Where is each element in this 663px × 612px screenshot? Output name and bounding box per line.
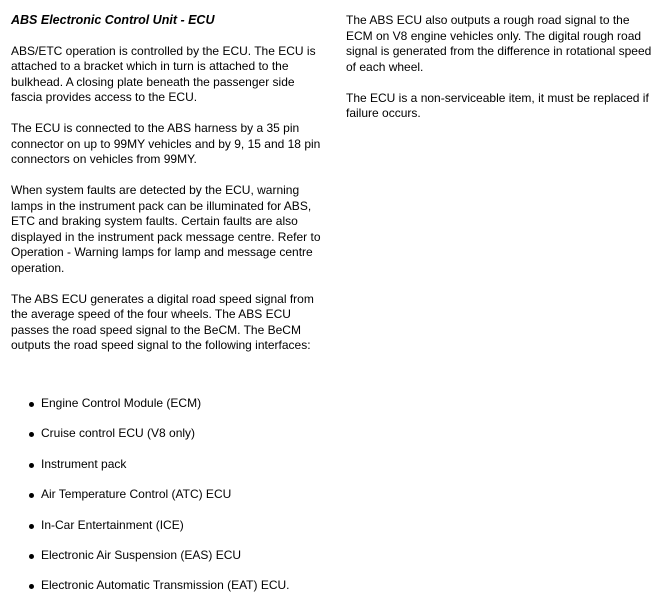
left-column	[11, 13, 329, 369]
bullet-icon	[29, 402, 34, 407]
list-item-label: Cruise control ECU (V8 only)	[41, 426, 196, 441]
list-item	[11, 487, 341, 517]
paragraph-faults: When system faults are detected by the ECU, warning lamps in the instrument pack can be illuminated for ABS, ETC and braking system faults. Certain faults are also displayed in the instrument pack message centre. Refer to Operation - Warning lamps for lamp and message centre operation.	[11, 183, 321, 275]
paragraph-connection: The ECU is connected to the ABS harness by a 35 pin connector on up to 99MY vehicles and by 9, 15 and 18 pin connectors on vehicles from 99MY.	[11, 121, 321, 166]
paragraph-rough-road: The ABS ECU also outputs a rough road signal to the ECM on V8 engine vehicles only. The digital rough road signal is generated from the difference in rotational speed of each wheel.	[346, 13, 652, 74]
bullet-icon	[29, 463, 34, 468]
paragraph-operation: ABS/ETC operation is controlled by the ECU. The ECU is attached to a bracket which in turn is attached to the bulkhead. A closing plate beneath the passenger side fascia provides access to the ECU.	[11, 43, 316, 104]
list-item-label: Air Temperature Control (ATC) ECU	[41, 487, 232, 502]
list-item	[11, 396, 341, 426]
interfaces-list	[11, 396, 341, 609]
list-item-label: Electronic Air Suspension (EAS) ECU	[41, 547, 242, 562]
list-item	[11, 426, 341, 456]
list-item	[11, 578, 341, 608]
page-title: ABS Electronic Control Unit - ECU	[11, 13, 215, 27]
bullet-icon	[29, 554, 34, 559]
bullet-icon	[29, 584, 34, 589]
bullet-icon	[29, 524, 34, 529]
list-item	[11, 518, 341, 548]
bullet-icon	[29, 493, 34, 498]
list-item-label: Instrument pack	[41, 456, 127, 471]
paragraph-road-speed: The ABS ECU generates a digital road speed signal from the average speed of the four wheels. The ABS ECU passes the road speed signal to the BeCM. The BeCM outputs the road speed signal to the following interfaces:	[11, 291, 314, 352]
list-item-label: In-Car Entertainment (ICE)	[41, 517, 184, 532]
right-column	[346, 13, 658, 137]
paragraph-serviceability: The ECU is a non-serviceable item, it must be replaced if failure occurs.	[346, 90, 649, 120]
bullet-icon	[29, 432, 34, 437]
list-item-label: Electronic Automatic Transmission (EAT) ECU.	[41, 578, 290, 593]
list-item	[11, 548, 341, 578]
list-item	[11, 457, 341, 487]
list-item-label: Engine Control Module (ECM)	[41, 396, 202, 410]
